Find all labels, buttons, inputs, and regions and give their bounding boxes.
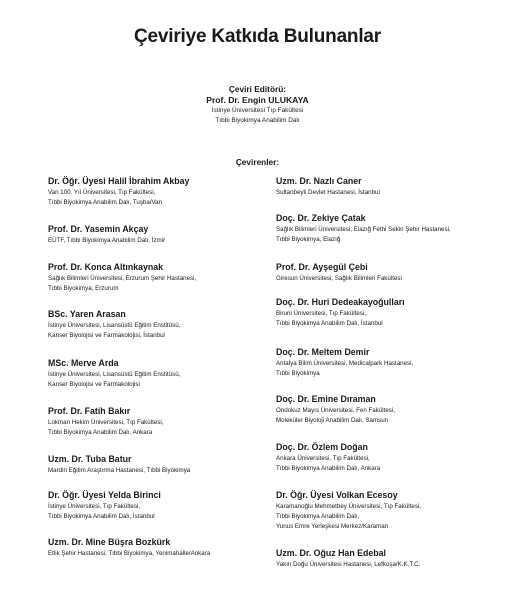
contributor-name: Prof. Dr. Yasemin Akçay xyxy=(48,224,149,234)
contributor-affiliation: Karamanoğlu Mehmetbey Üniversitesi, Tıp Fakültesi, xyxy=(276,503,422,510)
contributor-name: Uzm. Dr. Oğuz Han Edebal xyxy=(276,548,386,558)
contributor-entry xyxy=(276,346,491,379)
contributor-affiliation: İstinye Üniversitesi, Tıp Fakültesi, xyxy=(48,503,141,510)
contributor-affiliation: Van 100. Yıl Üniversitesi, Tıp Fakültesi, xyxy=(48,189,156,196)
contributor-entry xyxy=(48,175,248,208)
contributor-affiliation: Moleküler Biyoloji Anabilim Dalı, Samsun xyxy=(276,417,389,424)
contributor-affiliation: Ankara Üniversitesi, Tıp Fakültesi, xyxy=(276,455,370,462)
contributor-affiliation: Antalya Bilim Üniversitesi, Medicalpark Hastanesi, xyxy=(276,360,414,367)
editor-block xyxy=(0,84,515,126)
contributor-name: MSc. Merve Arda xyxy=(48,358,119,368)
contributor-affiliation: Giresun Üniversitesi, Sağlık Bilimleri Fakültesi xyxy=(276,275,402,282)
contributor-entry xyxy=(276,175,491,198)
contributor-affiliation: Sultanbeyli Devlet Hastanesi, İstanbul xyxy=(276,189,380,196)
contributor-name: Doç. Dr. Özlem Doğan xyxy=(276,442,368,452)
contributor-name: Doç. Dr. Emine Dıraman xyxy=(276,394,376,404)
contributor-name: Doç. Dr. Zekiye Çatak xyxy=(276,213,366,223)
contributor-affiliation: Tıbbi Biyokimya Anabilim Dalı, Tuşba/Van xyxy=(48,199,163,206)
contributor-affiliation: Tıbbi Biyokimya xyxy=(276,370,320,377)
contributor-affiliation: Ondokuz Mayıs Üniversitesi, Fen Fakültesi, xyxy=(276,407,395,414)
editor-affiliation-line: İstinye Üniversitesi Tıp Fakültesi xyxy=(211,107,304,114)
contributor-affiliation: Tıbbi Biyokimya, Elazığ xyxy=(276,236,341,243)
contributor-affiliation: Tıbbi Biyokimya Anabilim Dalı, Ankara xyxy=(276,465,381,472)
contributor-affiliation: Tıbbi Biyokimya, Erzurum xyxy=(48,285,119,292)
contributor-entry xyxy=(276,296,491,329)
translators-heading: Çevirenler: xyxy=(235,157,280,167)
contributor-entry xyxy=(48,261,248,294)
contributor-name: Doç. Dr. Huri Dedeakayoğulları xyxy=(276,297,405,307)
contributor-name: Uzm. Dr. Nazlı Caner xyxy=(276,176,362,186)
contributor-affiliation: Biruni Üniversitesi, Tıp Fakültesi, xyxy=(276,310,366,317)
contributor-affiliation: Yunus Emre Yerleşkesi Merkez/Karaman xyxy=(276,523,389,530)
contributor-entry xyxy=(276,547,491,570)
contributor-affiliation: İstinye Üniversitesi, Lisansüstü Eğitim Enstitüsü, xyxy=(48,322,181,329)
contributor-name: Dr. Öğr. Üyesi Volkan Ecesoy xyxy=(276,490,398,500)
contributor-entry xyxy=(48,308,248,341)
contributor-affiliation: EÜTF, Tıbbi Biyokimya Anabilim Dalı, İzmir xyxy=(48,237,166,244)
contributor-entry xyxy=(48,453,248,476)
page-title: Çeviriye Katkıda Bulunanlar xyxy=(134,26,381,47)
contributor-name: Prof. Dr. Konca Altınkaynak xyxy=(48,262,164,272)
contributor-entry xyxy=(276,212,491,245)
contributor-affiliation: Kanser Biyolojisi ve Farmakolojisi xyxy=(48,381,140,388)
contributor-affiliation: İstinye Üniversitesi, Lisansüstü Eğitim Enstitüsü, xyxy=(48,371,181,378)
contributor-affiliation: Yakın Doğu Üniversitesi Hastanesi, Lefkoşa/K.K.T.C. xyxy=(276,561,421,568)
contributor-entry xyxy=(48,357,248,390)
contributor-entry xyxy=(48,405,248,438)
contributor-affiliation: Tıbbi Biyokimya Anabilim Dalı, İstanbul xyxy=(48,513,155,520)
contributor-name: Doç. Dr. Meltem Demir xyxy=(276,347,370,357)
contributor-affiliation: Tıbbi Biyokimya Anabilim Dalı, xyxy=(276,513,360,520)
contributor-affiliation: Mardin Eğitim Araştırma Hastanesi, Tıbbi Biyokimya xyxy=(48,467,191,474)
contributor-affiliation: Kanser Biyolojisi ve Farmakolojisi, İstanbul xyxy=(48,332,165,339)
contributor-entry xyxy=(48,223,248,246)
editor-affiliation-line: Tıbbi Biyokimya Anabilim Dalı xyxy=(215,117,300,124)
contributor-entry xyxy=(276,393,491,426)
contributor-entry xyxy=(276,261,491,284)
contributor-name: Uzm. Dr. Tuba Batur xyxy=(48,454,132,464)
contributor-affiliation: Tıbbi Biyokimya Anabilim Dalı, İstanbul xyxy=(276,320,383,327)
contributor-name: Dr. Öğr. Üyesi Halil İbrahim Akbay xyxy=(48,176,190,186)
contributor-entry xyxy=(48,536,248,559)
contributor-affiliation: Sağlık Bilimleri Üniversitesi, Erzurum Şehir Hastanesi, xyxy=(48,275,197,282)
contributor-affiliation: Tıbbi Biyokimya Anabilim Dalı, Ankara xyxy=(48,429,153,436)
contributor-name: BSc. Yaren Arasan xyxy=(48,309,126,319)
contributor-name: Dr. Öğr. Üyesi Yelda Birinci xyxy=(48,490,161,500)
editor-name: Prof. Dr. Engin ULUKAYA xyxy=(206,95,309,105)
contributor-entry xyxy=(276,441,491,474)
contributor-name: Prof. Dr. Fatih Bakır xyxy=(48,406,131,416)
contributor-entry xyxy=(276,489,491,532)
contributor-affiliation: Sağlık Bilimleri Üniversitesi, Elazığ Fethi Sekin Şehir Hastanesi, xyxy=(276,226,451,233)
contributor-name: Prof. Dr. Ayşegül Çebi xyxy=(276,262,368,272)
contributor-entry xyxy=(48,489,248,522)
contributor-name: Uzm. Dr. Mine Büşra Bozkürk xyxy=(48,537,171,547)
contributor-affiliation: Lokman Hekim Üniversitesi, Tıp Fakültesi, xyxy=(48,419,164,426)
editor-label: Çeviri Editörü: xyxy=(228,84,287,94)
contributor-affiliation: Etlik Şehir Hastanesi, Tıbbi Biyokimya, Yenimahalle/Ankara xyxy=(48,550,211,557)
